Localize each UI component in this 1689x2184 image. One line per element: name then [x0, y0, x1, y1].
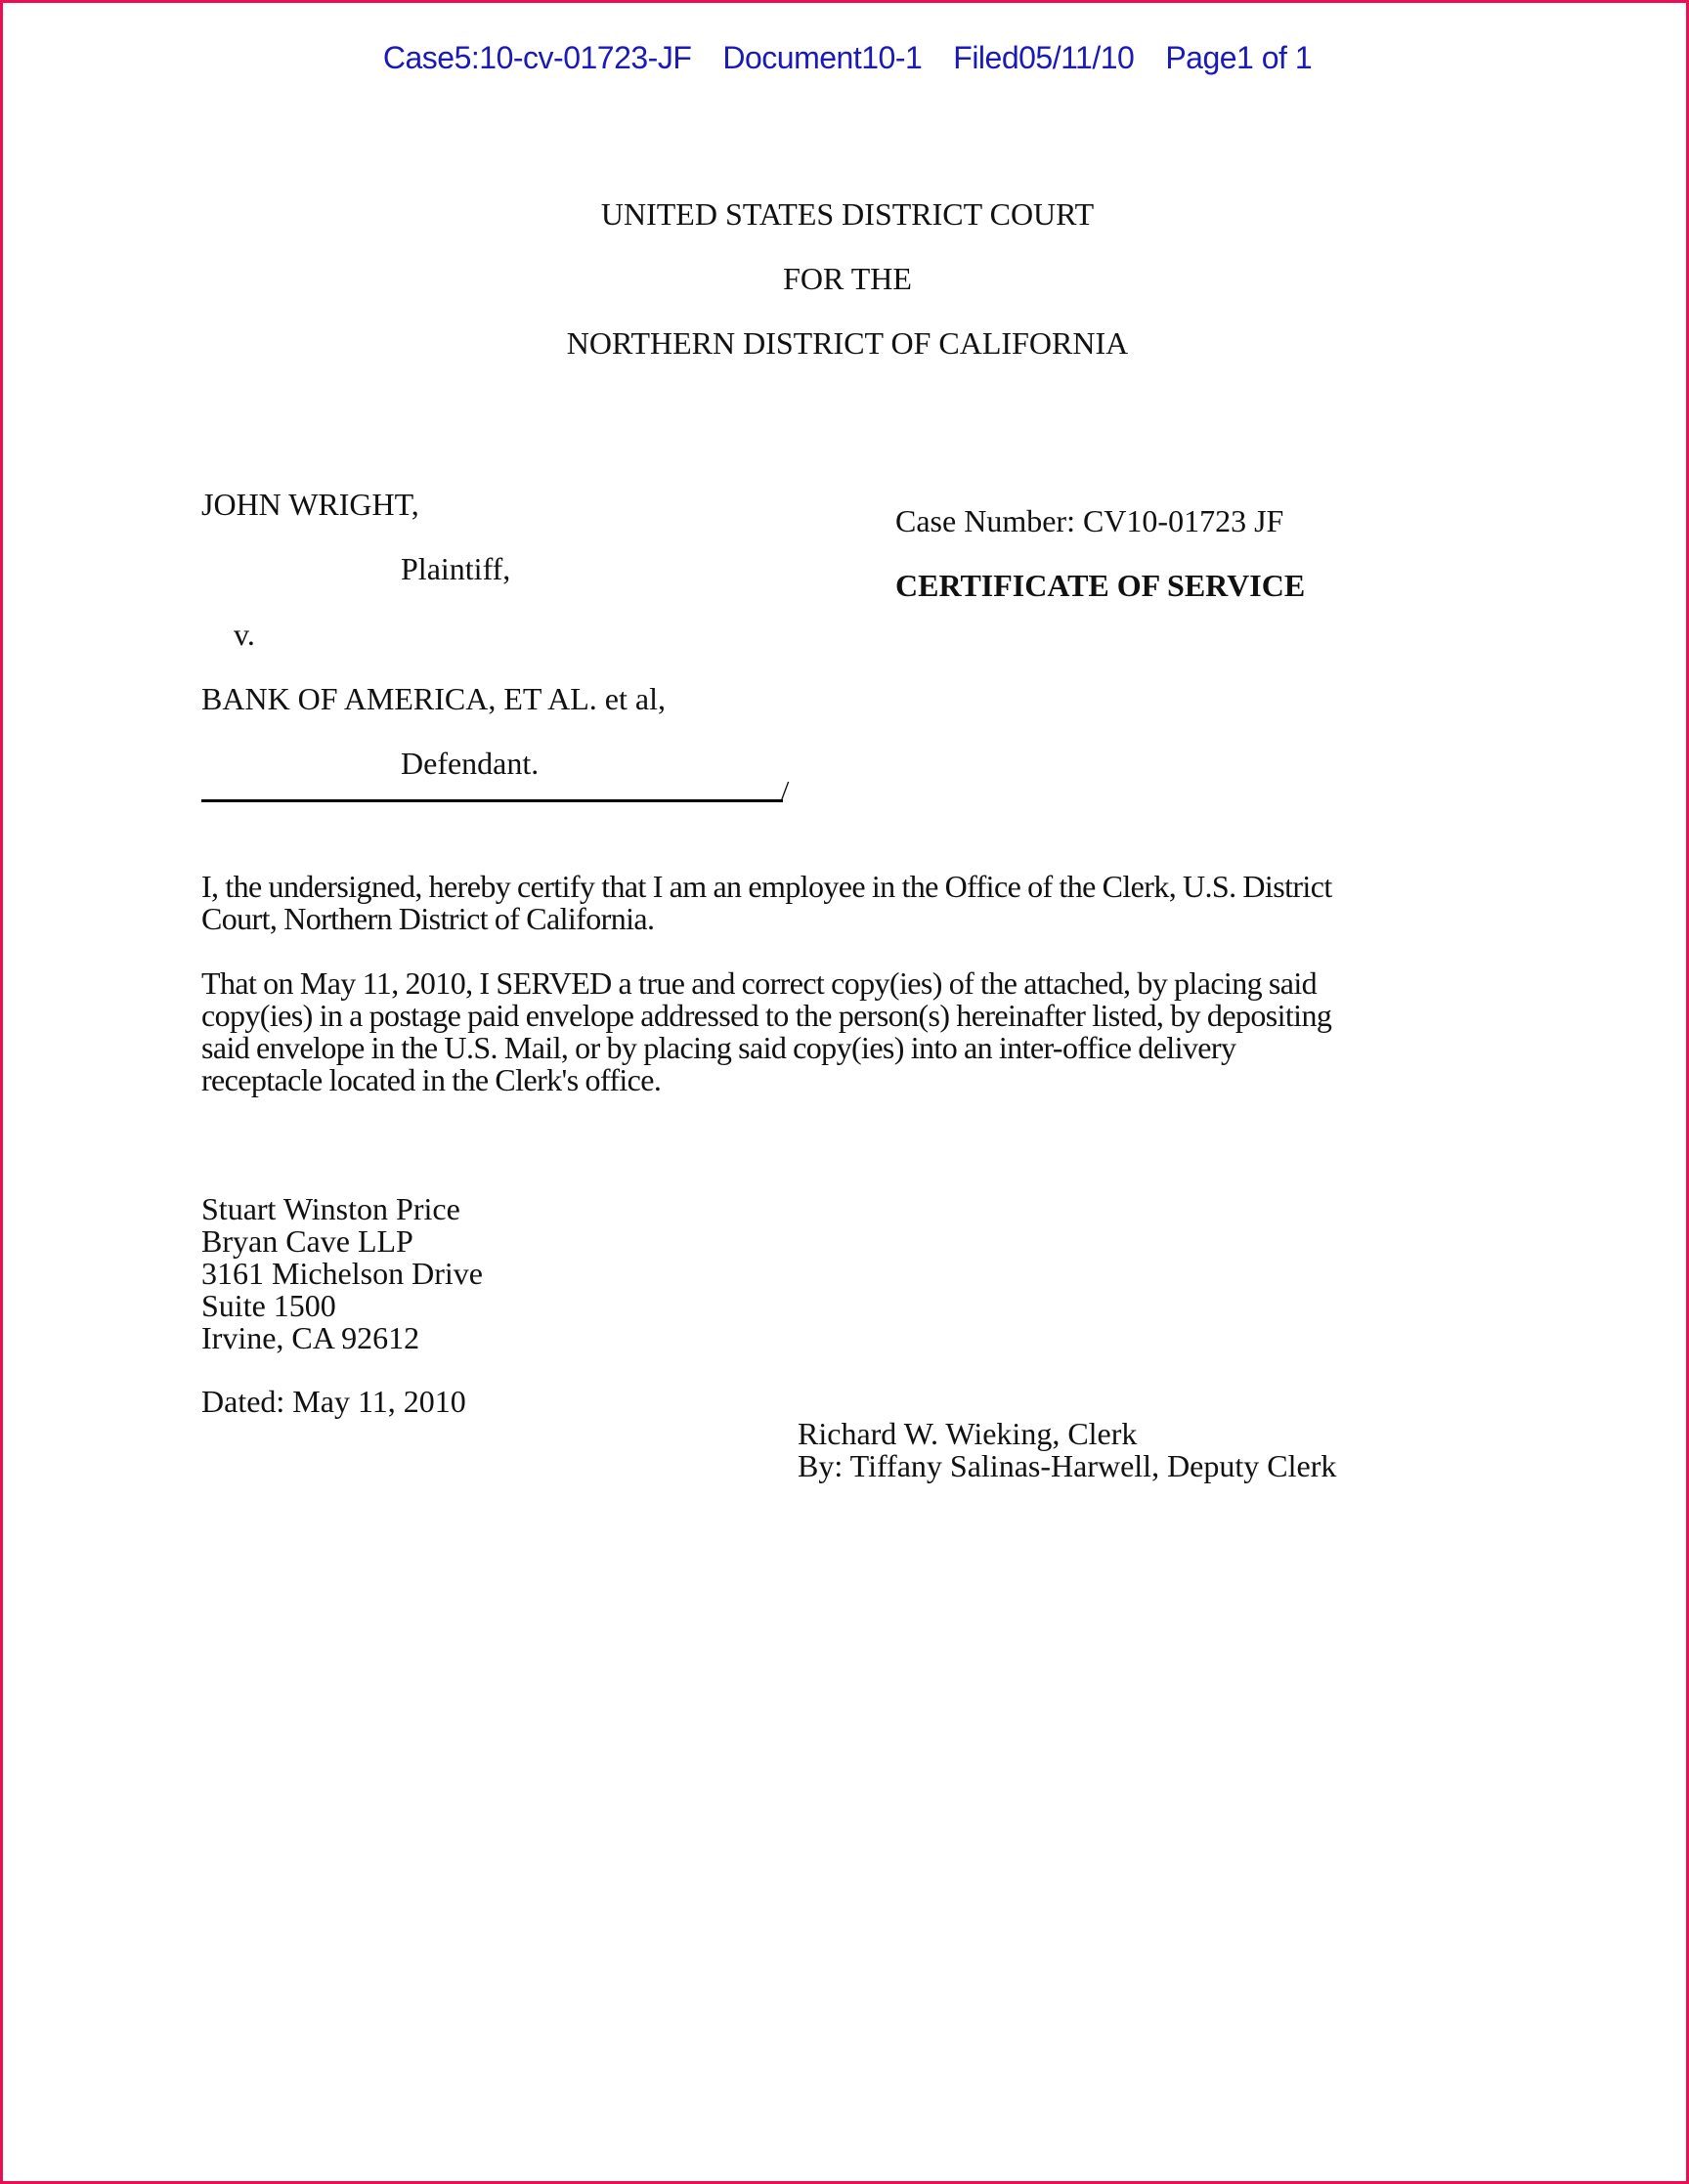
certification-paragraph [201, 871, 1472, 935]
recipient-suite: Suite 1500 [201, 1288, 336, 1323]
plaintiff-name: JOHN WRIGHT, [201, 487, 419, 522]
dated-line: Dated: May 11, 2010 [201, 1384, 466, 1419]
recipient-address [201, 1193, 483, 1354]
document-title: CERTIFICATE OF SERVICE [895, 568, 1306, 603]
stamp-case-number: Case5:10-cv-01723-JF [382, 40, 692, 75]
court-for-the: FOR THE [783, 261, 912, 296]
caption-slash: / [781, 776, 790, 806]
plaintiff-role: Plaintiff, [401, 551, 511, 586]
recipient-firm: Bryan Cave LLP [201, 1223, 413, 1259]
caption-divider [201, 799, 783, 802]
paragraph-line: copy(ies) in a postage paid envelope addressed to the person(s) hereinafter listed, by depositing [201, 998, 1332, 1033]
signature-block [798, 1418, 1336, 1482]
paragraph-line: said envelope in the U.S. Mail, or by placing said copy(ies) into an inter-office delivery [201, 1030, 1236, 1065]
paragraph-line: receptacle located in the Clerk's office. [201, 1062, 662, 1097]
deputy-clerk-name: By: Tiffany Salinas-Harwell, Deputy Clerk [798, 1448, 1337, 1483]
defendant-role: Defendant. [401, 746, 540, 781]
paragraph-line: That on May 11, 2010, I SERVED a true and correct copy(ies) of the attached, by placing said [201, 965, 1318, 1001]
ecf-header-stamp [3, 40, 1689, 76]
court-name: UNITED STATES DISTRICT COURT [600, 196, 1095, 232]
clerk-name: Richard W. Wieking, Clerk [798, 1416, 1138, 1451]
paragraph-line: Court, Northern District of California. [201, 901, 655, 936]
recipient-street: 3161 Michelson Drive [201, 1256, 483, 1291]
service-paragraph [201, 967, 1472, 1096]
versus: v. [234, 617, 255, 652]
stamp-filed-date: Filed05/11/10 [953, 40, 1135, 75]
court-district: NORTHERN DISTRICT OF CALIFORNIA [566, 325, 1129, 361]
paragraph-line: I, the undersigned, hereby certify that I am an employee in the Office of the Clerk, U.S. District [201, 869, 1332, 904]
stamp-page-number: Page1 of 1 [1165, 40, 1313, 75]
stamp-document-number: Document10-1 [722, 40, 923, 75]
recipient-city: Irvine, CA 92612 [201, 1320, 420, 1355]
defendant-name: BANK OF AMERICA, ET AL. et al, [201, 681, 666, 716]
recipient-name: Stuart Winston Price [201, 1191, 460, 1226]
case-number: Case Number: CV10-01723 JF [895, 503, 1284, 538]
